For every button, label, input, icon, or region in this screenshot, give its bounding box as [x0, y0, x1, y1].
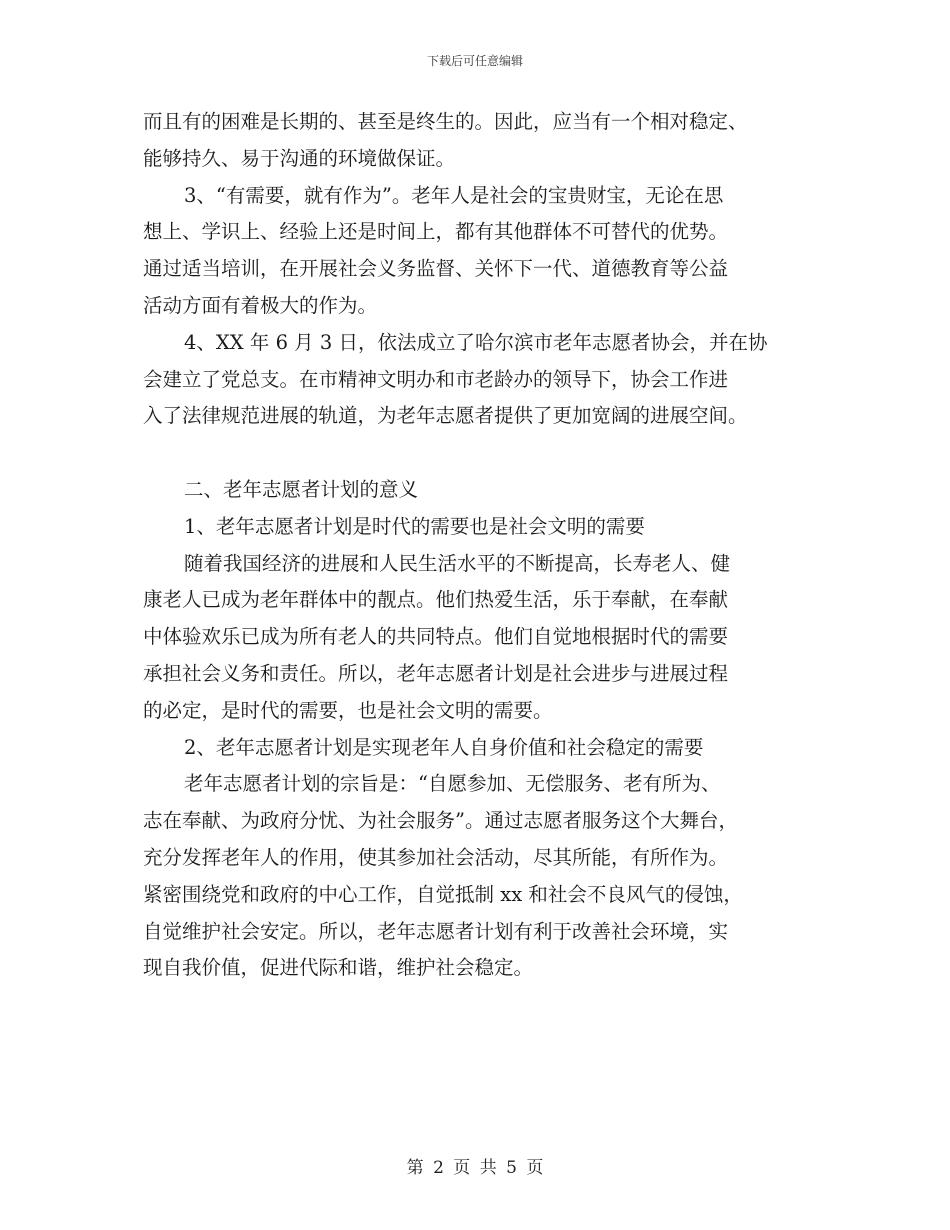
text-line: 会建立了党总支。在市精神文明办和市老龄办的领导下，协会工作进	[143, 367, 729, 391]
page-number: 第 2 页 共 5 页	[406, 1158, 544, 1178]
paragraph-gap	[143, 435, 815, 472]
text-line: 能够持久、易于沟通的环境做保证。	[143, 146, 456, 170]
text-line: 入了法律规范进展的轨道，为老年志愿者提供了更加宽阔的进展空间。	[143, 404, 748, 428]
text-line: 充分发挥老年人的作用，使其参加社会活动，尽其所能，有所作为。	[143, 845, 729, 869]
text-line: 想上、学识上、经验上还是时间上，都有其他群体不可替代的优势。	[143, 220, 729, 244]
text-line: 通过适当培训，在开展社会义务监督、关怀下一代、道德教育等公益	[143, 257, 729, 281]
paragraph-first-line: 老年志愿者计划的宗旨是：“自愿参加、无偿服务、老有所为、	[184, 772, 721, 796]
text-line: 承担社会义务和责任。所以，老年志愿者计划是社会进步与进展过程	[143, 661, 729, 685]
paragraph-first-line: 3、“有需要，就有作为”。老年人是社会的宝贵财宝，无论在思	[184, 183, 724, 207]
document-body	[143, 104, 815, 987]
text-line: 志在奉献、为政府分忧、为社会服务”。通过志愿者服务这个大舞台，	[143, 809, 738, 833]
text-line: 活动方面有着极大的作为。	[143, 293, 378, 317]
page-header-note: 下载后可任意编辑	[426, 54, 523, 68]
text-line: 的必定，是时代的需要，也是社会文明的需要。	[143, 698, 553, 722]
subheading: 2、老年志愿者计划是实现老年人自身价值和社会稳定的需要	[184, 735, 704, 759]
text-line: 而且有的困难是长期的、甚至是终生的。因此，应当有一个相对稳定、	[143, 110, 748, 133]
text-line: 现自我价值，促进代际和谐，维护社会稳定。	[143, 956, 534, 980]
subheading: 1、老年志愿者计划是时代的需要也是社会文明的需要	[184, 514, 645, 538]
text-line: 紧密围绕党和政府的中心工作，自觉抵制 xx 和社会不良风气的侵蚀，	[143, 882, 743, 906]
text-line: 自觉维护社会安定。所以，老年志愿者计划有利于改善社会环境，实	[143, 919, 729, 943]
text-line: 康老人已成为老年群体中的靓点。他们热爱生活，乐于奉献，在奉献	[143, 588, 729, 612]
text-line: 中体验欢乐已成为所有老人的共同特点。他们自觉地根据时代的需要	[143, 625, 729, 649]
section-heading: 二、老年志愿者计划的意义	[184, 477, 419, 501]
paragraph-first-line: 随着我国经济的进展和人民生活水平的不断提高，长寿老人、健	[184, 551, 731, 575]
paragraph-first-line: 4、XX 年 6 月 3 日，依法成立了哈尔滨市老年志愿者协会，并在协	[184, 330, 768, 354]
